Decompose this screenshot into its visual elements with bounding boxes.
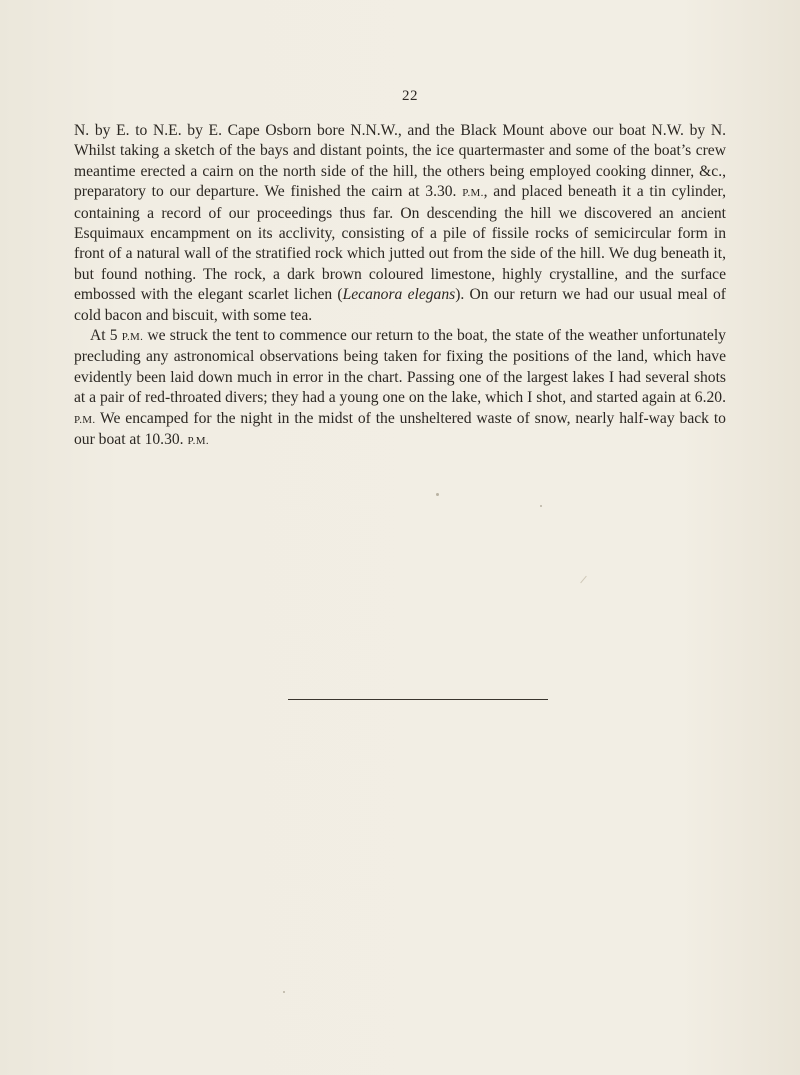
time-pm: P.M. — [74, 413, 96, 426]
paper-speck — [540, 505, 542, 507]
paragraph-2 — [74, 326, 726, 451]
paragraph-1-part-c: ). On our return we had our usual meal of cold bacon and biscuit, with some tea. — [74, 286, 726, 324]
time-pm: P.M. — [187, 435, 209, 448]
paragraph-2-part-b: we struck the tent to commence our return to the boat, the state of the weather unfortunately precluding any astronomical observations being taken for fixing the positions of the land, which have evidently been laid down much in error in the chart. Passing one of the largest lakes I had several shots at a pair of red-throated divers; they had a young one on the lake, which I shot, and started again at 6.20. — [74, 327, 726, 407]
paragraph-1-part-b: , and placed beneath it a tin cylinder, containing a record of our proceedings thus far. On descending the hill we discovered an ancient Esquimaux encampment on its acclivity, consisting of a pile of fissile rocks of semicircular form in front of a natural wall of the stratified rock which jutted out from the side of the hill. We dug beneath it, but found nothing. The rock, a dark brown coloured limestone, highly crystalline, and the surface embossed with the elegant scarlet lichen ( — [74, 183, 727, 304]
section-divider-rule — [288, 699, 548, 700]
paragraph-2-part-c: We encamped for the night in the midst of the unsheltered waste of snow, nearly half-way back to our boat at 10.30. — [74, 409, 726, 449]
lichen-species-name: Lecanora elegans — [342, 286, 456, 304]
page-number: 22 — [402, 88, 418, 104]
paper-speck — [283, 991, 285, 993]
paper-speck — [436, 493, 439, 496]
body-text — [74, 121, 726, 452]
time-pm: P.M. — [462, 187, 484, 200]
paragraph-2-part-a: At 5 — [90, 327, 118, 345]
paragraph-1-part-a: N. by E. to N.E. by E. Cape Osborn bore N.N.W., and the Black Mount above our boat N.W. by N. Whilst taking a sketch of the bays and distant points, the ice quartermaster and some of the boat’s crew meantime erected a cairn on the north side of the hill, the others being employed cooking dinner, &c., preparatory to our departure. We finished the cairn at 3.30. — [74, 122, 726, 201]
paragraph-1 — [74, 121, 726, 326]
paper-mark — [580, 576, 587, 584]
time-pm: P.M. — [121, 331, 144, 344]
